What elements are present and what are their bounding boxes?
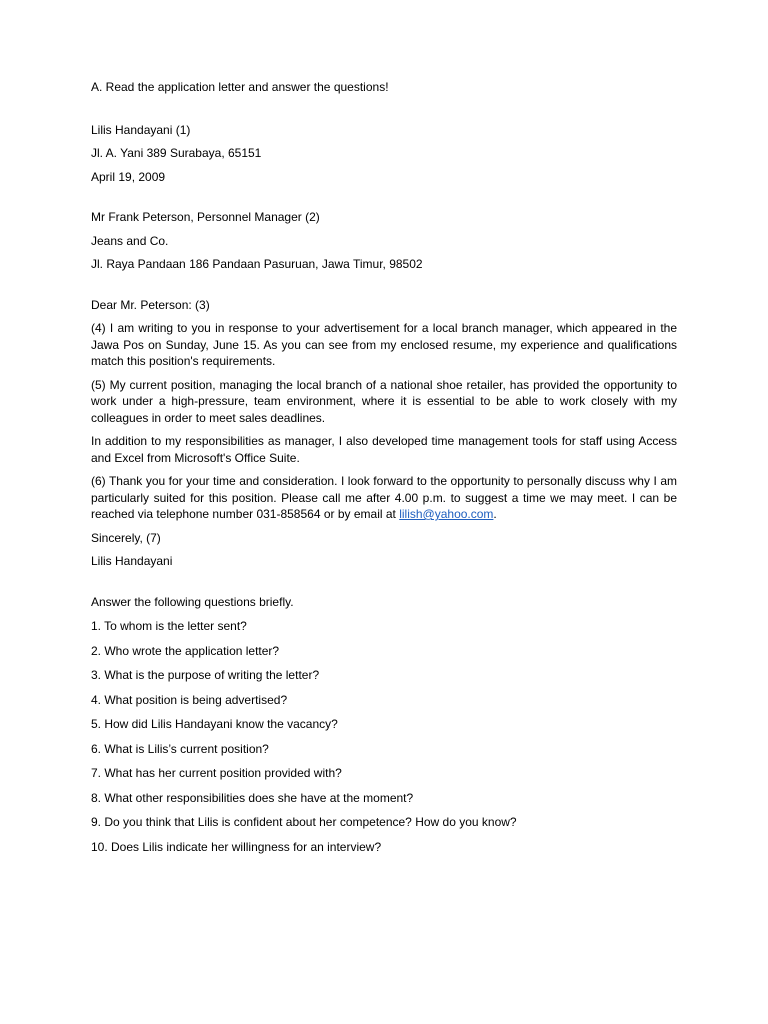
- body-paragraph-4: [91, 473, 677, 523]
- question-item: 4. What position is being advertised?: [91, 692, 288, 707]
- question-item: 3. What is the purpose of writing the letter?: [91, 668, 320, 682]
- body-paragraph-4-end: .: [493, 507, 497, 521]
- email-link[interactable]: lilish@yahoo.com: [399, 507, 494, 521]
- body-paragraph-2: (5) My current position, managing the local branch of a national shoe retailer, has provided the opportunity to work under a high-pressure, team environment, where it is essential to be able to work closely with my colleagues in order to meet sales deadlines.: [91, 377, 677, 425]
- recipient-company: Jeans and Co.: [91, 233, 169, 248]
- sender-name: Lilis Handayani (1): [91, 122, 191, 137]
- question-item: 7. What has her current position provided with?: [91, 766, 342, 780]
- question-item: 8. What other responsibilities does she have at the moment?: [91, 790, 414, 805]
- salutation: Dear Mr. Peterson: (3): [91, 297, 210, 312]
- letter-date: April 19, 2009: [91, 169, 166, 184]
- body-paragraph-4-text: (6) Thank you for your time and consideration. I look forward to the opportunity to personally discuss why I am particularly suited for this position. Please call me after 4.00 p.m. to suggest a time we may meet. I can be reached via telephone number 031-858564 or by email at: [91, 474, 677, 521]
- body-paragraph-1: (4) I am writing to you in response to your advertisement for a local branch manager, which appeared in the Jawa Pos on Sunday, June 15. As you can see from my enclosed resume, my experience and qualifications match this position's requirements.: [91, 321, 677, 368]
- question-item: 6. What is Lilis’s current position?: [91, 741, 269, 756]
- signature-name: Lilis Handayani: [91, 554, 173, 568]
- body-paragraph-3: In addition to my responsibilities as manager, I also developed time management tools for staff using Access and Excel from Microsoft's Office Suite.: [91, 434, 677, 465]
- question-item: 1. To whom is the letter sent?: [91, 619, 247, 633]
- questions-section: [91, 594, 677, 856]
- recipient-name: Mr Frank Peterson, Personnel Manager (2): [91, 210, 320, 224]
- questions-intro: Answer the following questions briefly.: [91, 594, 294, 609]
- question-item: 2. Who wrote the application letter?: [91, 643, 280, 658]
- closing: Sincerely, (7): [91, 530, 161, 545]
- question-item: 5. How did Lilis Handayani know the vacancy?: [91, 717, 338, 731]
- recipient-address: Jl. Raya Pandaan 186 Pandaan Pasuruan, Jawa Timur, 98502: [91, 257, 423, 271]
- instruction-heading: A. Read the application letter and answer the questions!: [91, 80, 389, 94]
- question-item: 9. Do you think that Lilis is confident about her competence? How do you know?: [91, 815, 517, 829]
- question-item: 10. Does Lilis indicate her willingness for an interview?: [91, 839, 382, 854]
- sender-address: Jl. A. Yani 389 Surabaya, 65151: [91, 146, 262, 160]
